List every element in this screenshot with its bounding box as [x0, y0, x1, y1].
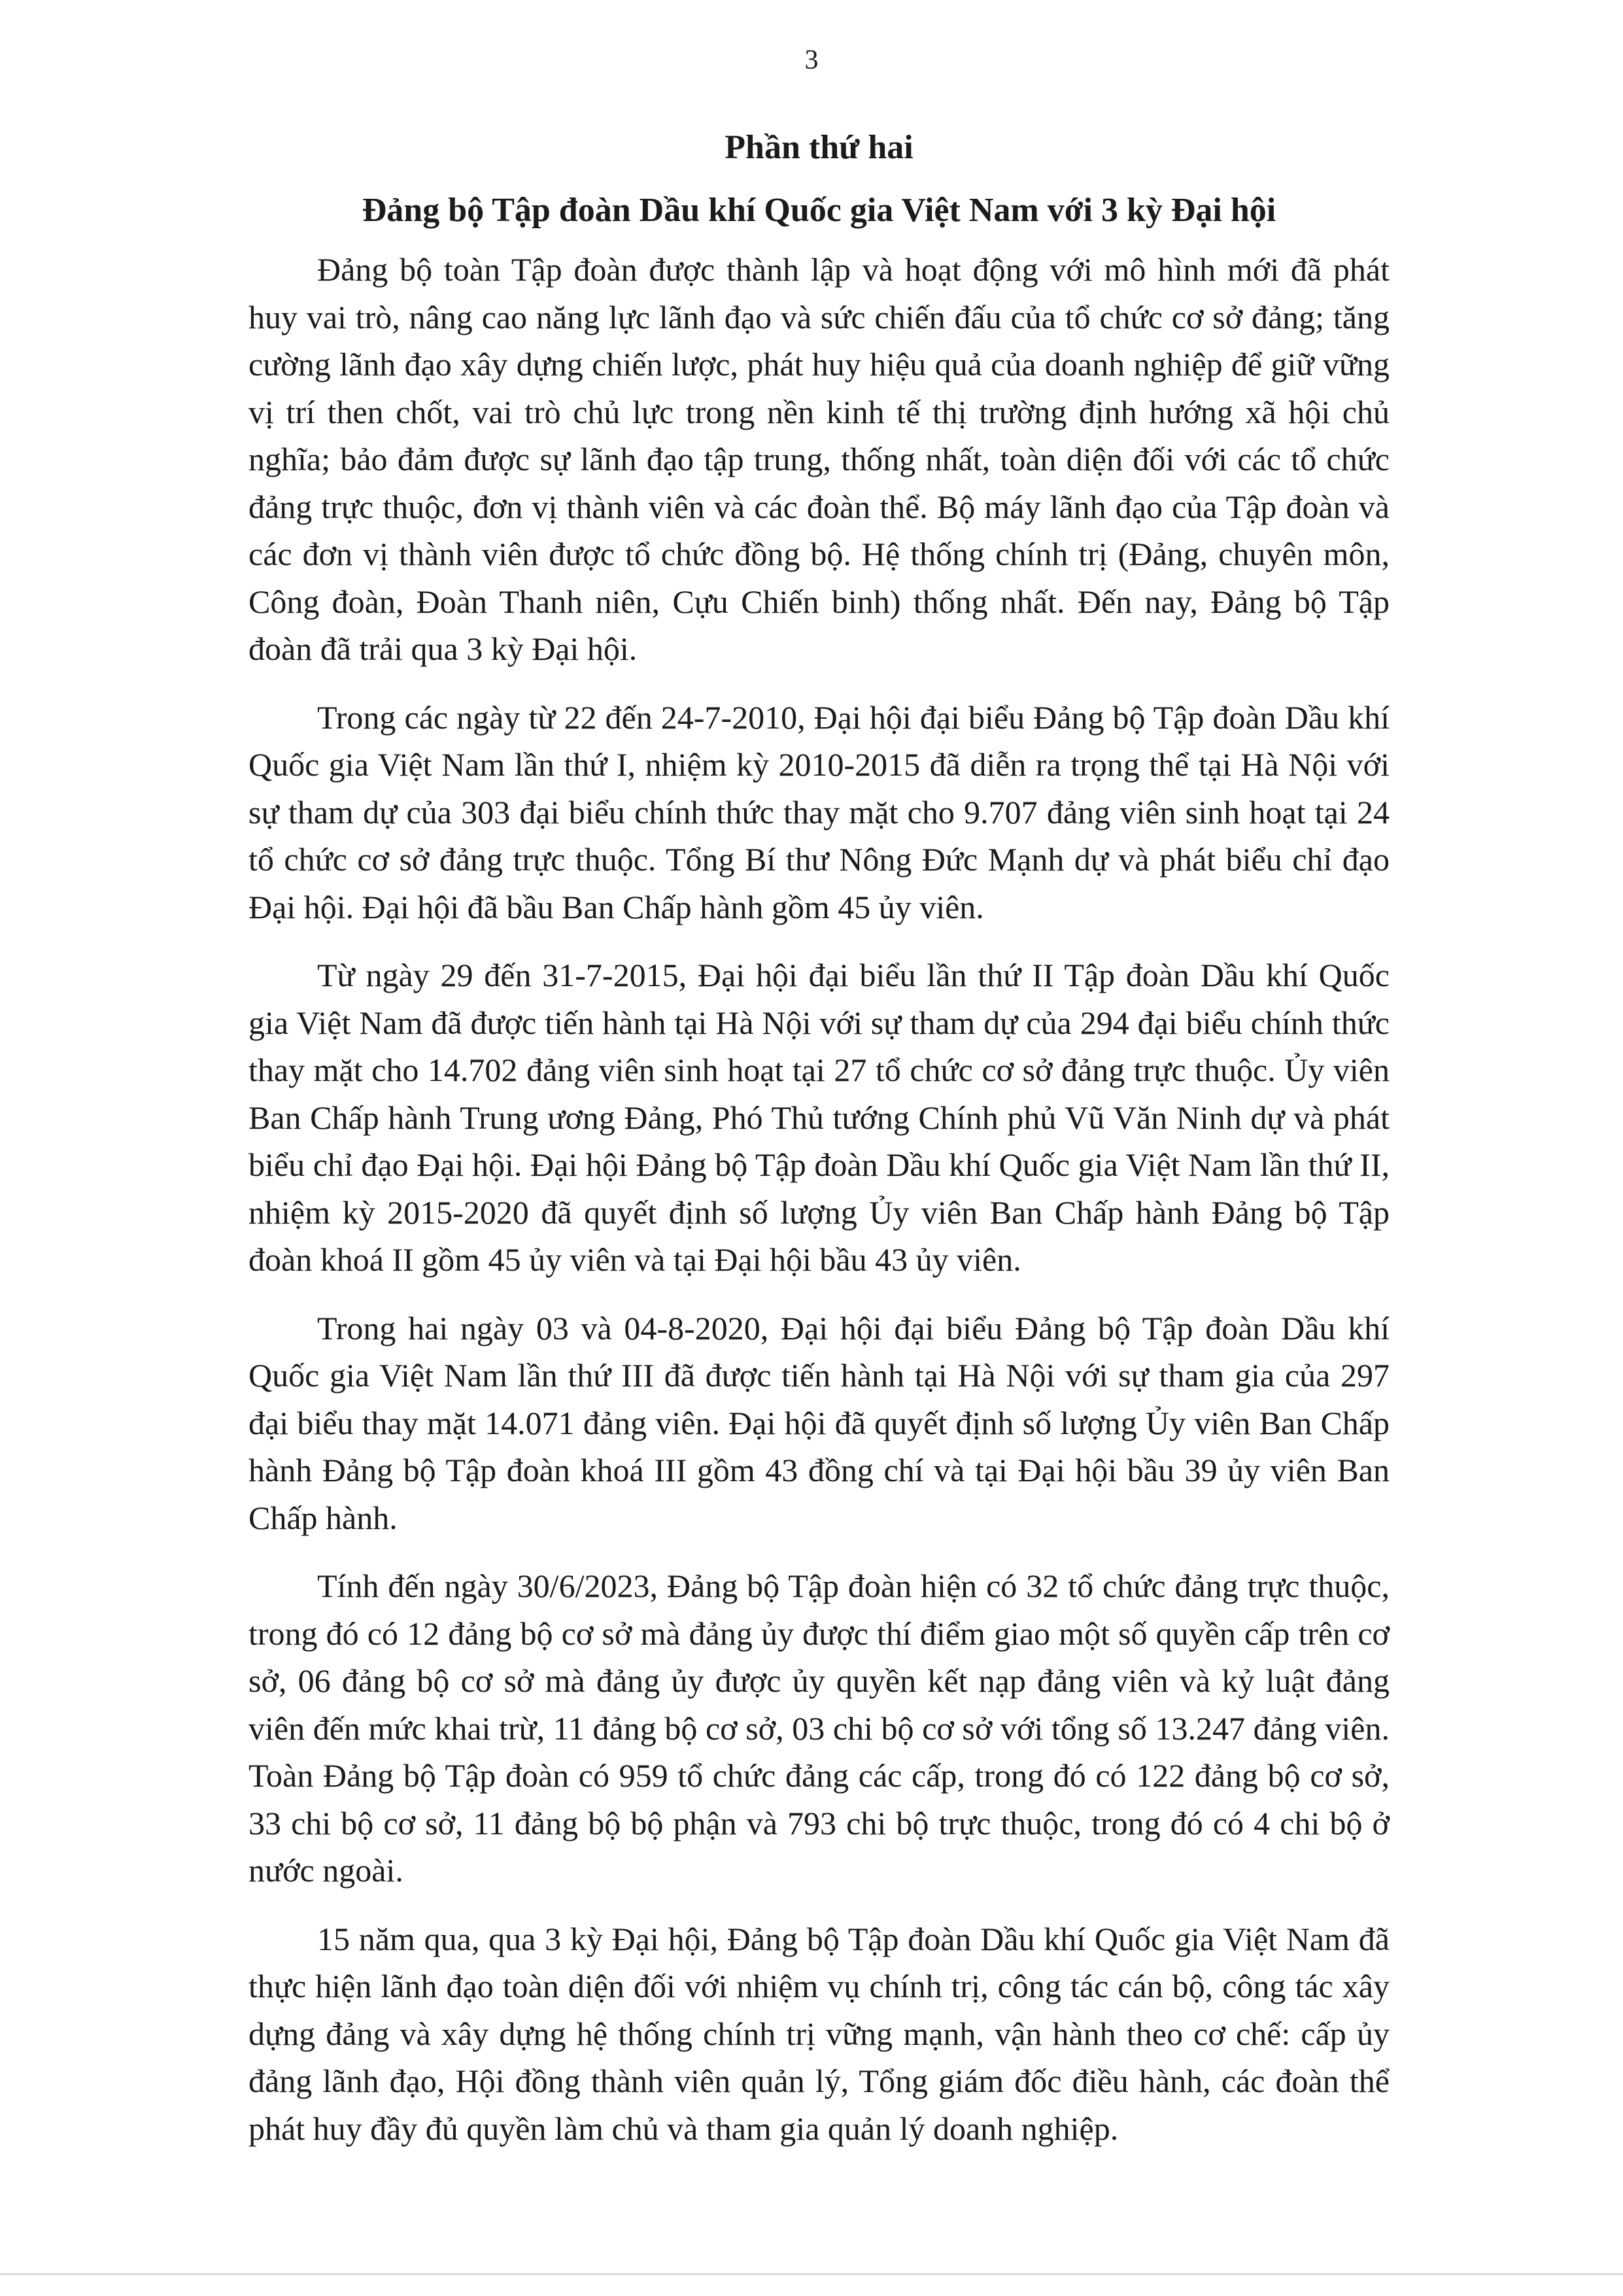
page-number: 3 — [804, 45, 819, 75]
paragraph-summary: 15 năm qua, qua 3 kỳ Đại hội, Đảng bộ Tập đoàn Dầu khí Quốc gia Việt Nam đã thực hiện lãnh đạo toàn diện đối với nhiệm vụ chính trị, công tác cán bộ, công tác xây dựng đảng và xây dựng hệ thống chính trị vững mạnh, vận hành theo cơ chế: cấp ủy đảng lãnh đạo, Hội đồng thành viên quản lý, Tổng giám đốc điều hành, các đoàn thể phát huy đầy đủ quyền làm chủ và tham gia quản lý doanh nghiệp. — [248, 1920, 1390, 2147]
part-title: Phần thứ hai — [725, 129, 914, 166]
page-bottom-edge — [0, 2273, 1623, 2275]
paragraph-congress-2: Từ ngày 29 đến 31-7-2015, Đại hội đại biểu lần thứ II Tập đoàn Dầu khí Quốc gia Việt Nam đã được tiến hành tại Hà Nội với sự tham dự của 294 đại biểu chính thức thay mặt cho 14.702 đảng viên sinh hoạt tại 27 tổ chức cơ sở đảng trực thuộc. Ủy viên Ban Chấp hành Trung ương Đảng, Phó Thủ tướng Chính phủ Vũ Văn Ninh dự và phát biểu chỉ đạo Đại hội. Đại hội Đảng bộ Tập đoàn Dầu khí Quốc gia Việt Nam lần thứ II, nhiệm kỳ 2015-2020 đã quyết định số lượng Ủy viên Ban Chấp hành Đảng bộ Tập đoàn khoá II gồm 45 ủy viên và tại Đại hội bầu 43 ủy viên. — [248, 957, 1390, 1278]
section-title: Đảng bộ Tập đoàn Dầu khí Quốc gia Việt Nam với 3 kỳ Đại hội — [362, 192, 1276, 229]
document-body — [248, 124, 1390, 2173]
paragraph-congress-3: Trong hai ngày 03 và 04-8-2020, Đại hội đại biểu Đảng bộ Tập đoàn Dầu khí Quốc gia Việt Nam lần thứ III đã được tiến hành tại Hà Nội với sự tham gia của 297 đại biểu thay mặt 14.071 đảng viên. Đại hội đã quyết định số lượng Ủy viên Ban Chấp hành Đảng bộ Tập đoàn khoá III gồm 43 đồng chí và tại Đại hội bầu 39 ủy viên Ban Chấp hành. — [248, 1309, 1390, 1536]
paragraph-statistics: Tính đến ngày 30/6/2023, Đảng bộ Tập đoàn hiện có 32 tổ chức đảng trực thuộc, trong đó có 12 đảng bộ cơ sở mà đảng ủy được thí điểm giao một số quyền cấp trên cơ sở, 06 đảng bộ cơ sở mà đảng ủy được ủy quyền kết nạp đảng viên và kỷ luật đảng viên đến mức khai trừ, 11 đảng bộ cơ sở, 03 chi bộ cơ sở với tổng số 13.247 đảng viên. Toàn Đảng bộ Tập đoàn có 959 tổ chức đảng các cấp, trong đó có 122 đảng bộ cơ sở, 33 chi bộ cơ sở, 11 đảng bộ bộ phận và 793 chi bộ trực thuộc, trong đó có 4 chi bộ ở nước ngoài. — [248, 1568, 1390, 1889]
paragraph-congress-1: Trong các ngày từ 22 đến 24-7-2010, Đại hội đại biểu Đảng bộ Tập đoàn Dầu khí Quốc gia Việt Nam lần thứ I, nhiệm kỳ 2010-2015 đã diễn ra trọng thể tại Hà Nội với sự tham dự của 303 đại biểu chính thức thay mặt cho 9.707 đảng viên sinh hoạt tại 24 tổ chức cơ sở đảng trực thuộc. Tổng Bí thư Nông Đức Mạnh dự và phát biểu chỉ đạo Đại hội. Đại hội đã bầu Ban Chấp hành gồm 45 ủy viên. — [248, 698, 1390, 925]
paragraph-intro: Đảng bộ toàn Tập đoàn được thành lập và hoạt động với mô hình mới đã phát huy vai trò, nâng cao năng lực lãnh đạo và sức chiến đấu của tổ chức cơ sở đảng; tăng cường lãnh đạo xây dựng chiến lược, phát huy hiệu quả của doanh nghiệp để giữ vững vị trí then chốt, vai trò chủ lực trong nền kinh tế thị trường định hướng xã hội chủ nghĩa; bảo đảm được sự lãnh đạo tập trung, thống nhất, toàn diện đối với các tổ chức đảng trực thuộc, đơn vị thành viên và các đoàn thể. Bộ máy lãnh đạo của Tập đoàn và các đơn vị thành viên được tổ chức đồng bộ. Hệ thống chính trị (Đảng, chuyên môn, Công đoàn, Đoàn Thanh niên, Cựu Chiến binh) thống nhất. Đến nay, Đảng bộ Tập đoàn đã trải qua 3 kỳ Đại hội. — [248, 251, 1390, 667]
